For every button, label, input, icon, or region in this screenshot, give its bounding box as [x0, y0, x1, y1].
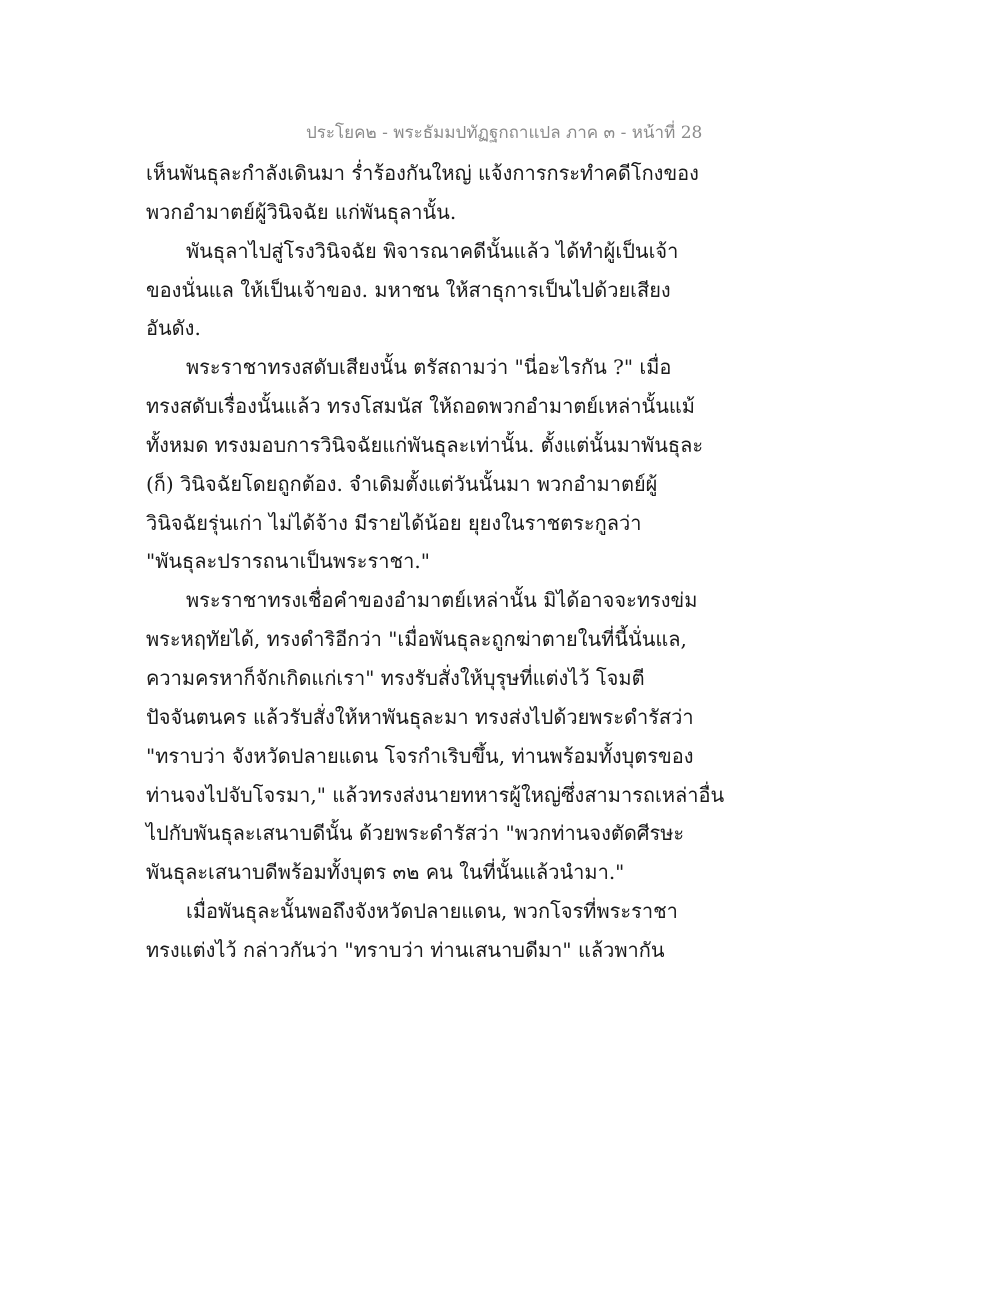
text-line: เมื่อพันธุละนั้นพอถึงจังหวัดปลายแดน, พวกโจรที่พระราชา [186, 899, 678, 924]
text-line: พระราชาทรงเชื่อคำของอำมาตย์เหล่านั้น มิได้อาจจะทรงข่ม [186, 588, 698, 613]
text-line: เห็นพันธุละกำลังเดินมา ร่ำร้องกันใหญ่ แจ้งการกระทำคดีโกงของ [146, 161, 699, 185]
text-line: ปัจจันตนคร แล้วรับสั่งให้หาพันธุละมา ทรงส่งไปด้วยพระดำรัสว่า [146, 704, 694, 729]
text-line: ทั้งหมด ทรงมอบการวินิจฉัยแก่พันธุละเท่านั้น. ตั้งแต่นั้นมาพันธุละ [146, 432, 704, 457]
text-line: ของนั่นแล ให้เป็นเจ้าของ. มหาชน ให้สาธุการเป็นไปด้วยเสียง [146, 277, 671, 302]
text-line: พระราชาทรงสดับเสียงนั้น ตรัสถามว่า "นี่อะไรกัน ?" เมื่อ [186, 355, 672, 380]
text-line: พันธุละเสนาบดีพร้อมทั้งบุตร ๓๒ คน ในที่นั้นแล้วนำมา." [146, 860, 625, 885]
text-line: วินิจฉัยรุ่นเก่า ไม่ได้จ้าง มีรายได้น้อย ยุยงในราชตระกูลว่า [146, 510, 642, 535]
body-text [146, 154, 725, 970]
text-line: ทรงแต่งไว้ กล่าวกันว่า "ทราบว่า ท่านเสนาบดีมา" แล้วพากัน [146, 937, 665, 962]
text-line: ไปกับพันธุละเสนาบดีนั้น ด้วยพระดำรัสว่า "พวกท่านจงตัดศีรษะ [146, 821, 685, 846]
text-line: อันดัง. [146, 316, 201, 341]
text-line: ท่านจงไปจับโจรมา," แล้วทรงส่งนายทหารผู้ใหญ่ซึ่งสามารถเหล่าอื่น [146, 782, 725, 807]
text-line: พันธุลาไปสู่โรงวินิจฉัย พิจารณาคดีนั้นแล้ว ได้ทำผู้เป็นเจ้า [186, 238, 679, 263]
text-line: ความครหาก็จักเกิดแก่เรา" ทรงรับสั่งให้บุรุษที่แต่งไว้ โจมตี [146, 665, 645, 690]
text-line: "พันธุละปรารถนาเป็นพระราชา." [146, 549, 430, 574]
text-line: "ทราบว่า จังหวัดปลายแดน โจรกำเริบขึ้น, ท่านพร้อมทั้งบุตรของ [146, 743, 694, 768]
text-line: พวกอำมาตย์ผู้วินิจฉัย แก่พันธุลานั้น. [146, 199, 457, 224]
text-line: ทรงสดับเรื่องนั้นแล้ว ทรงโสมนัส ให้ถอดพวกอำมาตย์เหล่านั้นแม้ [146, 394, 695, 419]
text-line: (ก็) วินิจฉัยโดยถูกต้อง. จำเดิมตั้งแต่วันนั้นมา พวกอำมาตย์ผู้ [146, 471, 658, 496]
page-header: ประโยค๒ - พระธัมมปทัฏฐกถาแปล ภาค ๓ - หน้าที่ 28 [306, 123, 703, 143]
text-line: พระหฤทัยได้, ทรงดำริอีกว่า "เมื่อพันธุละถูกฆ่าตายในที่นี้นั่นแล, [146, 627, 687, 652]
